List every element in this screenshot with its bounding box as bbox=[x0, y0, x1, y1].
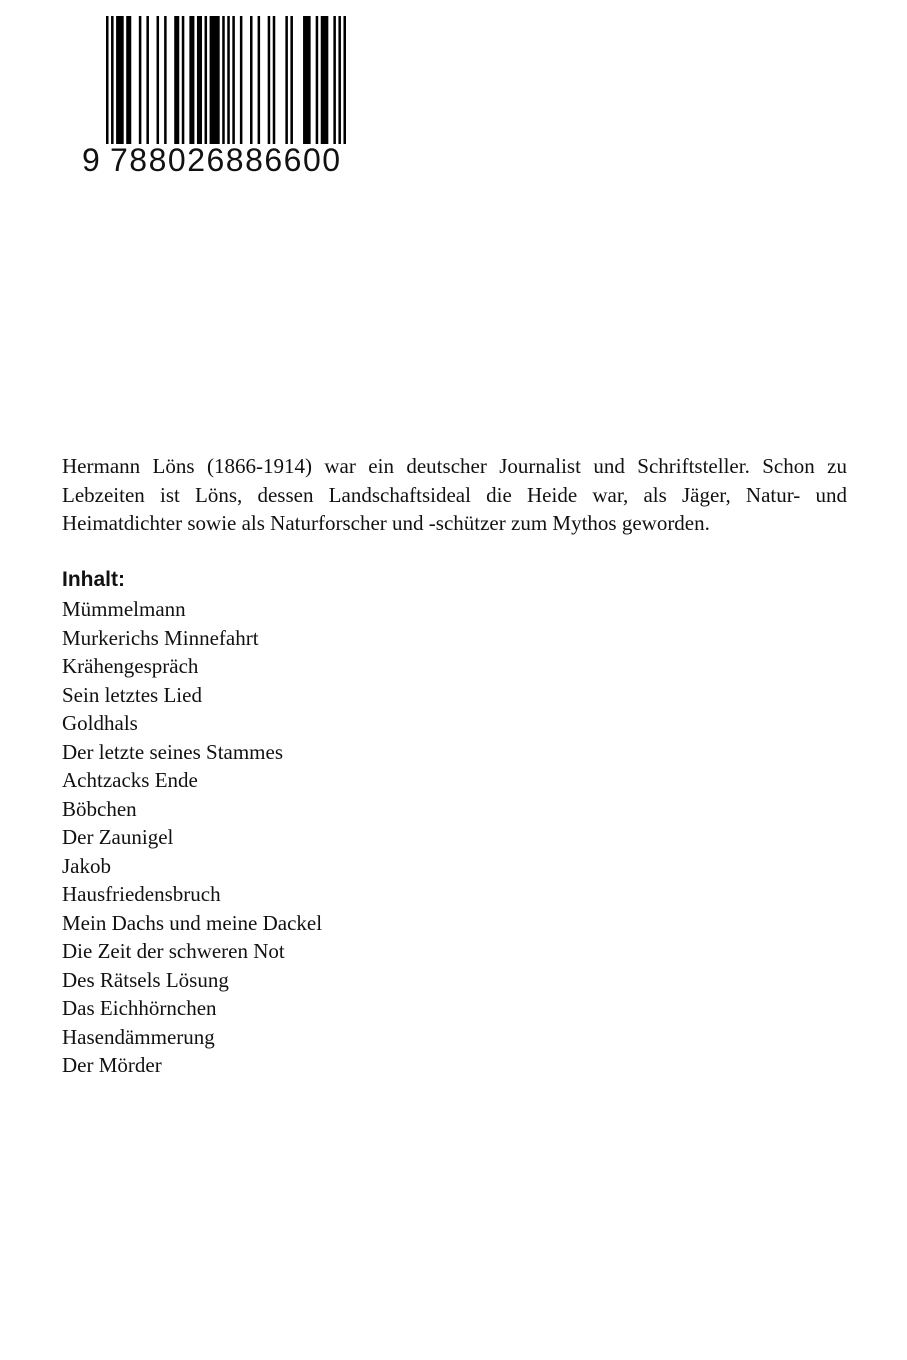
contents-item: Murkerichs Minnefahrt bbox=[62, 625, 259, 650]
contents-heading: Inhalt: bbox=[62, 568, 125, 591]
barcode-bar bbox=[338, 16, 341, 144]
contents-item: Des Rätsels Lösung bbox=[62, 967, 229, 992]
barcode-bar bbox=[139, 16, 142, 144]
barcode-bar bbox=[333, 16, 336, 144]
barcode-bar bbox=[240, 16, 243, 144]
contents-item: Hasendämmerung bbox=[62, 1024, 215, 1049]
barcode-bar bbox=[111, 16, 114, 144]
barcode-bar bbox=[126, 16, 131, 144]
barcode-bar bbox=[116, 16, 124, 144]
barcode-bar bbox=[303, 16, 311, 144]
barcode-bar bbox=[232, 16, 235, 144]
barcode-bar bbox=[343, 16, 346, 144]
contents-item: Goldhals bbox=[62, 711, 138, 735]
isbn-barcode bbox=[78, 16, 346, 178]
barcode-bar bbox=[106, 16, 109, 144]
barcode-bar bbox=[285, 16, 288, 144]
contents-item: Jakob bbox=[62, 853, 111, 878]
contents-item: Sein letztes Lied bbox=[62, 682, 202, 707]
contents-item: Der Zaunigel bbox=[62, 825, 174, 849]
contents-item: Das Eichhörnchen bbox=[62, 996, 217, 1020]
contents-list bbox=[62, 595, 322, 1080]
contents-item: Achtzacks Ende bbox=[62, 768, 198, 792]
contents-item: Mein Dachs und meine Dackel bbox=[62, 910, 323, 935]
barcode-bar bbox=[268, 16, 271, 144]
barcode-bar bbox=[222, 16, 225, 144]
isbn-remaining-digits: 788026886600 bbox=[110, 142, 342, 178]
isbn-first-digit: 9 bbox=[82, 142, 100, 178]
barcode-bar bbox=[227, 16, 230, 144]
barcode-bar bbox=[164, 16, 167, 144]
isbn-number bbox=[78, 140, 346, 180]
barcode-bar bbox=[258, 16, 261, 144]
barcode-bar bbox=[321, 16, 329, 144]
contents-item: Die Zeit der schweren Not bbox=[62, 939, 285, 963]
barcode-bar bbox=[290, 16, 293, 144]
contents-item: Böbchen bbox=[62, 796, 137, 821]
barcode-icon bbox=[106, 16, 346, 144]
barcode-bar bbox=[157, 16, 160, 144]
barcode-bar bbox=[273, 16, 276, 144]
barcode-bar bbox=[316, 16, 319, 144]
barcode-bar bbox=[197, 16, 202, 144]
barcode-bar bbox=[182, 16, 185, 144]
barcode-bar bbox=[210, 16, 220, 144]
barcode-bar bbox=[174, 16, 179, 144]
contents-item: Krähengespräch bbox=[62, 654, 199, 678]
barcode-bar bbox=[250, 16, 253, 144]
barcode-bar bbox=[146, 16, 149, 144]
barcode-bar bbox=[189, 16, 194, 144]
contents-item: Hausfriedensbruch bbox=[62, 882, 221, 906]
contents-item: Der letzte seines Stammes bbox=[62, 739, 284, 764]
book-description: Hermann Löns (1866-1914) war ein deutscher Journalist und Schriftsteller. Schon zu Lebzeiten ist Löns, dessen Landschaftsideal die Heide war, als Jäger, Natur- und Heimatdichter sowie als Naturforscher und -schützer zum Mythos geworden. bbox=[62, 454, 847, 535]
barcode-bar bbox=[205, 16, 208, 144]
contents-item: Mümmelmann bbox=[62, 597, 186, 621]
contents-item: Der Mörder bbox=[62, 1053, 162, 1077]
